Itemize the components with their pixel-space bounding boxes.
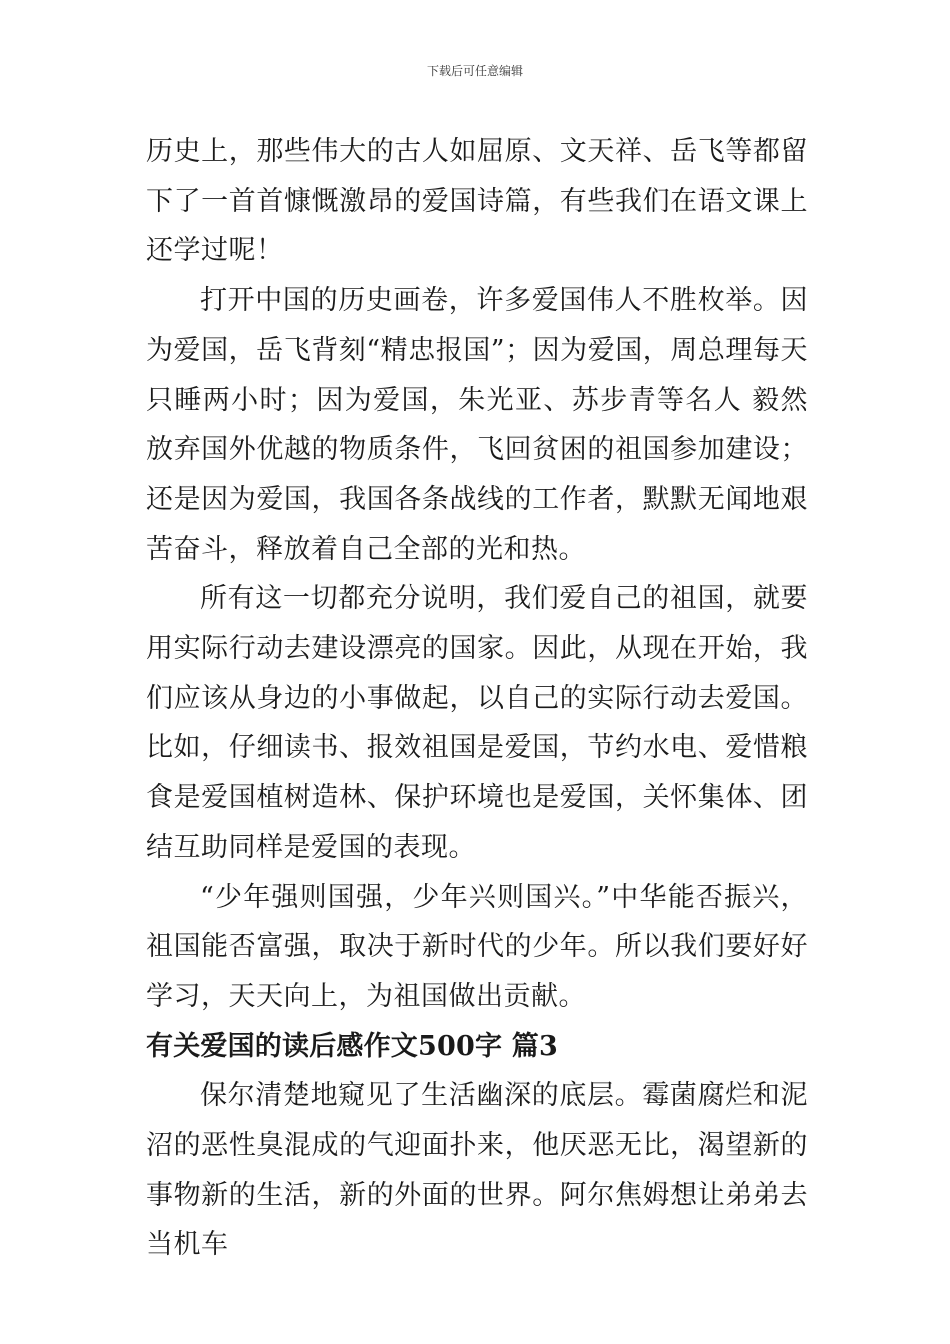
paragraph-continuation: 历史上，那些伟大的古人如屈原、文天祥、岳飞等都留下了一首首慷慨激昂的爱国诗篇，有些我们在语文课上还学过呢！ bbox=[146, 136, 808, 267]
paragraph-action: 所有这一切都充分说明，我们爱自己的祖国，就要用实际行动去建设漂亮的国家。因此，从现在开始，我们应该从身边的小事做起，以自己的实际行动去爱国。比如，仔细读书、报效祖国是爱国，节约水电、爱惜粮食是爱国植树造林、保护环境也是爱国，关怀集体、团结互助同样是爱国的表现。 bbox=[146, 583, 808, 863]
paragraph-paul: 保尔清楚地窥见了生活幽深的底层。霉菌腐烂和泥沼的恶性臭混成的气迎面扑来，他厌恶无比，渴望新的事物新的生活，新的外面的世界。阿尔焦姆想让弟弟去当机车 bbox=[146, 1080, 808, 1261]
document-body bbox=[146, 127, 808, 1270]
paragraph-history: 打开中国的历史画卷，许多爱国伟人不胜枚举。因为爱国，岳飞背刻“精忠报国”；因为爱国，周总理每天只睡两小时；因为爱国，朱光亚、苏步青等名人 毅然放弃国外优越的物质条件，飞回贫困的祖国参加建设；还是因为爱国，我国各条战线的工作者，默默无闻地艰苦奋斗，释放着自己全部的光和热。 bbox=[146, 285, 808, 565]
section-heading: 有关爱国的读后感作文500字 篇3 bbox=[146, 1030, 558, 1062]
paragraph-youth: “少年强则国强，少年兴则国兴。”中华能否振兴，祖国能否富强，取决于新时代的少年。所以我们要好好学习，天天向上，为祖国做出贡献。 bbox=[146, 881, 808, 1012]
page-header: 下载后可任意编辑 bbox=[426, 64, 523, 78]
